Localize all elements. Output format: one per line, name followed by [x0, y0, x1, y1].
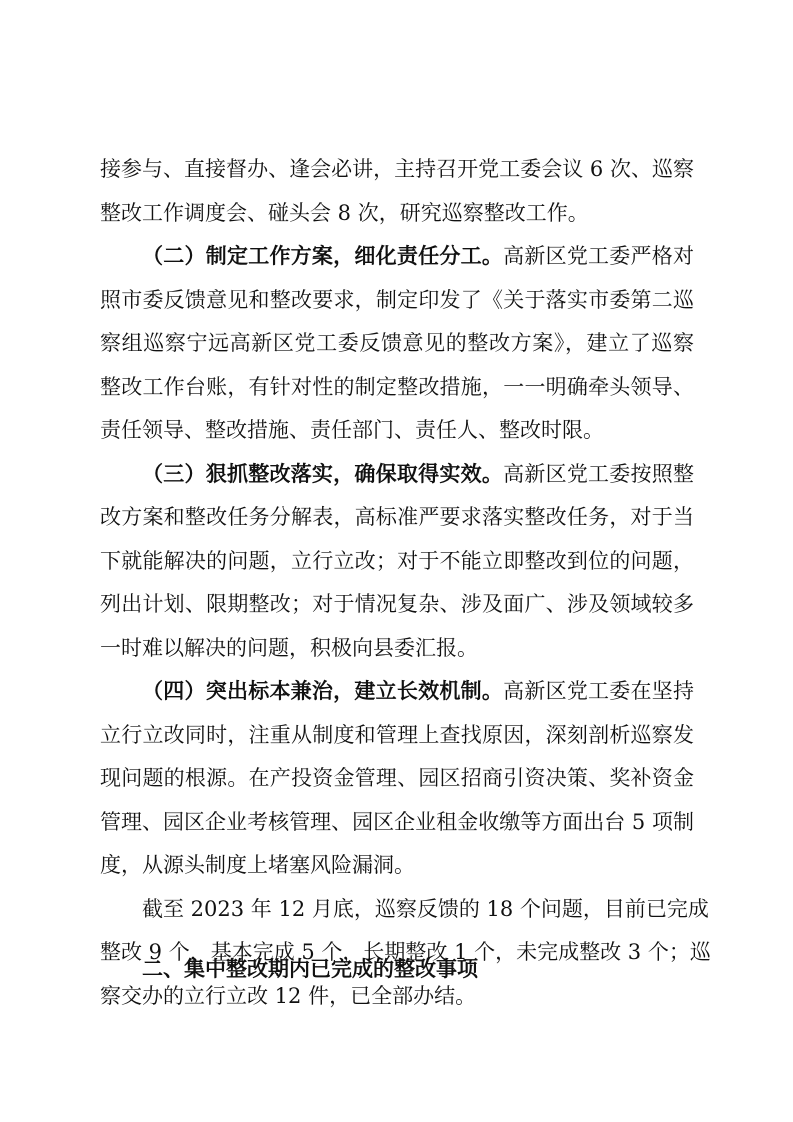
paragraph-line: 整改 9 个，基本完成 5 个，长期整改 1 个，未完成整改 3 个；巡 — [100, 940, 711, 964]
paragraph-line: 列出计划、限期整改；对于情况复杂、涉及面广、涉及领域较多 — [100, 592, 694, 616]
section-heading: 二、集中整改期内已完成的整改事项 — [142, 957, 478, 981]
document-body — [100, 148, 711, 1018]
paragraph-line: 截至 2023 年 12 月底，巡察反馈的 18 个问题，目前已完成 — [142, 896, 709, 921]
paragraph-line: 一时难以解决的问题，积极向县委汇报。 — [100, 635, 478, 660]
paragraph-text: 高新区党工委严格对 — [503, 244, 695, 268]
paragraph-line: 照市委反馈意见和整改要求，制定印发了《关于落实市委第二巡 — [100, 287, 694, 312]
paragraph-line: 管理、园区企业考核管理、园区企业租金收缴等方面出台 5 项制 — [100, 809, 694, 834]
paragraph-line: 整改工作调度会、碰头会 8 次，研究巡察整改工作。 — [100, 200, 589, 225]
subheading-lead: （四）突出标本兼治，建立长效机制。 — [142, 679, 504, 703]
paragraph-line: 现问题的根源。在产投资金管理、园区招商引资决策、奖补资金 — [100, 766, 694, 790]
paragraph-line — [100, 670, 694, 714]
paragraph-line: 察交办的立行立改 12 件，已全部办结。 — [100, 983, 477, 1008]
subheading-lead: （三）狠抓整改落实，确保取得实效。 — [142, 461, 504, 486]
paragraph-line: 整改工作台账，有针对性的制定整改措施，一一明确牵头领导、 — [100, 374, 694, 399]
paragraph-line: 改方案和整改任务分解表，高标准严要求落实整改任务，对于当 — [100, 505, 694, 529]
paragraph-text: 高新区党工委在坚持 — [503, 679, 695, 703]
paragraph-line: 下就能解决的问题，立行立改；对于不能立即整改到位的问题， — [100, 548, 694, 573]
paragraph-line — [100, 453, 694, 497]
paragraph-line — [100, 235, 694, 279]
paragraph-line: 接参与、直接督办、逢会必讲，主持召开党工委会议 6 次、巡察 — [100, 157, 694, 181]
paragraph-line: 察组巡察宁远高新区党工委反馈意见的整改方案》，建立了巡察 — [100, 331, 694, 355]
subheading-lead: （二）制定工作方案，细化责任分工。 — [142, 244, 504, 268]
paragraph-line: 立行立改同时，注重从制度和管理上查找原因，深刻剖析巡察发 — [100, 722, 694, 747]
paragraph-line: 责任领导、整改措施、责任部门、责任人、整改时限。 — [100, 418, 604, 442]
paragraph-text: 高新区党工委按照整 — [503, 461, 695, 486]
paragraph-line: 度，从源头制度上堵塞风险漏洞。 — [100, 853, 415, 877]
